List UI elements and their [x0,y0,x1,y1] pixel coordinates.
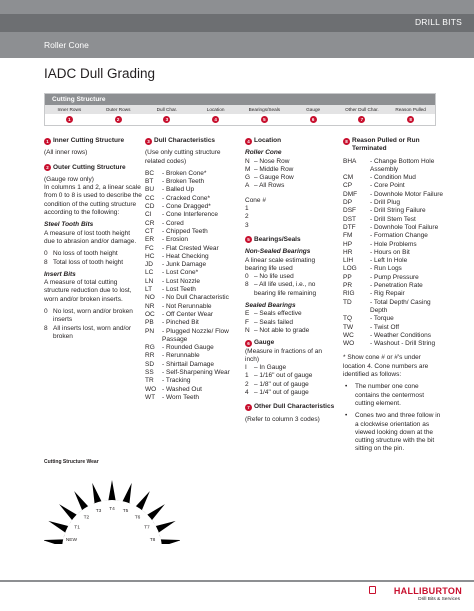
number-badge: 5 [261,116,268,123]
list-item: • Cones two and three follow in a clockwise orientation as viewed looking down at the cutting structure with the bit sitting on the pin. [345,412,441,453]
column-cutting-structure [44,137,142,341]
halliburton-logo: HALLIBURTON [393,586,462,596]
list-item: WC - Weather Conditions [343,331,431,339]
cutting-structure-heading: Cutting Structure [45,94,435,105]
column-reason-pulled [343,137,443,454]
wear-stage-label: NEW [65,538,78,544]
list-item: SD - Shirttail Damage [145,360,215,368]
column-label: Dull Char. [156,107,178,112]
list-item: CM - Condition Mud [343,174,416,182]
list-item: 1 – 1/16" out of gauge [245,372,313,380]
halliburton-logo-icon [369,586,376,594]
wear-stage-label: T5 [122,509,129,515]
list-item: WO - Washed Out [145,385,202,393]
section-heading: 5 Bearings/Seals [245,236,335,244]
wear-stage-label: T3 [95,509,102,515]
list-item: CC - Cracked Cone* [145,194,211,202]
list-item: 8 Total loss of tooth height [44,258,124,266]
wear-stage-label: T1 [74,525,80,531]
section-text: A measure of lost tooth height due to abrasion and/or damage. [44,229,137,245]
header-section: Roller Cone [44,40,89,50]
section-heading: 2 Outer Cutting Structure [44,164,142,172]
list-item: WO - Washout - Drill String [343,340,436,348]
column-label: Inner Rows [57,107,82,112]
section-text: A linear scale estimating bearing life used [245,256,316,272]
wear-stage-label: T4 [109,507,115,512]
section-heading: 6 Gauge [245,339,335,347]
wear-stage-label: T7 [144,525,150,531]
list-item: F – Seals failed [245,318,294,326]
number-badge: 8 [407,116,414,123]
column-label: Gauge [306,107,321,112]
list-item: 0 No loss of tooth height [44,250,118,258]
number-badge: 7 [245,404,252,411]
section-note: (Measure in fractions of an inch) [245,347,322,363]
list-item: WT - Worn Teeth [145,393,199,401]
reason-code-list [343,158,443,349]
number-badge: 1 [44,138,51,145]
list-item: TR - Tracking [145,377,191,385]
list-item: RG - Rounded Gauge [145,344,214,352]
list-item: PP - Pump Pressure [343,273,419,281]
section-note: (Refer to column 3 codes) [245,415,320,423]
number-badge: 2 [44,164,51,171]
list-item: CI - Cone Interference [145,211,219,219]
list-item: PB - Pinched Bit [145,319,199,327]
list-item: I – In Gauge [245,364,287,372]
list-item: HP - Hole Problems [343,240,417,248]
list-item: DMF - Downhole Motor Failure [343,190,443,198]
list-item: RR - Rerunnable [145,352,200,360]
subheading: Insert Bits [44,270,76,278]
list-item: M – Middle Row [245,165,294,173]
list-item: CP - Core Point [343,182,405,190]
list-item: BC - Broken Cone* [145,169,207,177]
list-item: JD - Junk Damage [145,261,207,269]
subheading: Sealed Bearings [245,302,296,310]
section-note: (All inner rows) [44,149,88,157]
list-item: BT - Broken Teeth [145,178,205,186]
list-item: FC - Flat Crested Wear [145,244,219,252]
list-item: 0 No lost, worn and/or broken inserts [44,308,133,324]
footer-divider [0,580,474,582]
list-item: CT - Chipped Teeth [145,227,208,235]
list-item: DST - Drill Stem Test [343,215,416,223]
footer-subtitle: Drill Bits & Services [418,597,460,602]
number-badge: 3 [163,116,170,123]
cone-number: 3 [245,221,249,229]
list-item: • The number one cone contains the centermost cutting element. [345,383,425,407]
section-heading: 7 Other Dull Characteristics [245,403,335,411]
section-note: (Use only cutting structure related codes) [145,149,221,165]
wear-stage-label: T2 [83,515,90,521]
list-item: HC - Heat Checking [145,252,209,260]
section-text: In columns 1 and 2, a linear scale from 0 to 8 is used to describe the condition of the cutting structure according to the following: [44,184,142,217]
list-item: CD - Cone Dragged* [145,203,211,211]
number-badge: 7 [358,116,365,123]
list-item: SS - Self-Sharpening Wear [145,369,230,377]
header-strip [0,14,474,32]
section-note: (Gauge row only) [44,175,94,183]
subheading: Roller Cone [245,149,282,157]
column-label: Bearings/Seals [248,107,281,112]
list-item: LN - Lost Nozzle [145,277,200,285]
cutting-structure-table [44,93,436,126]
list-item: 2 – 1/8" out of gauge [245,380,309,388]
number-badge: 3 [145,138,152,145]
list-item: NR - Not Rerunnable [145,302,212,310]
list-item: E – Seals effective [245,310,302,318]
list-item: NO - No Dull Characteristic [145,294,229,302]
number-badge: 1 [66,116,73,123]
cone-number: 1 [245,205,249,213]
list-item: ER - Erosion [145,236,189,244]
list-item: TQ - Torque [343,315,394,323]
list-item: HR - Hours on Bit [343,248,410,256]
section-heading: 8 Reason Pulled or Run Terminated [343,137,443,154]
list-item: DP - Drill Plug [343,199,400,207]
list-item: FM - Formation Change [343,232,428,240]
list-item: LIH - Left In Hole [343,257,408,265]
list-item: 4 – 1/4" out of gauge [245,389,309,397]
number-badge: 4 [245,138,252,145]
list-item: TD - Total Depth/ Casing Depth [343,298,431,314]
list-item: 8 – All life used, i.e., no bearing life remaining [245,281,317,297]
number-badge: 4 [212,116,219,123]
column-label: Reason Pulled [395,107,426,112]
wear-stage-label: T8 [149,538,156,544]
section-heading: 1 Inner Cutting Structure [44,137,142,145]
column-label: Location [206,107,225,112]
list-item: PR - Penetration Rate [343,282,423,290]
list-item: DTF - Downhole Tool Failure [343,223,439,231]
cutting-structure-columns [45,105,435,114]
list-item: LC - Lost Cone* [145,269,199,277]
column-label: Outer Rows [105,107,131,112]
list-item: A – All Rows [245,182,285,190]
list-item: LT - Lost Teeth [145,286,196,294]
list-item: TW - Twist Off [343,323,400,331]
cone-label: Cone # [245,196,266,204]
column-label: Other Dull Char. [345,107,379,112]
cutting-structure-wear-diagram [44,466,180,544]
list-item: DSF - Drill String Failure [343,207,426,215]
list-item: 8 All inserts lost, worn and/or broken [44,324,132,340]
number-badge: 5 [245,236,252,243]
list-item: OC - Off Center Wear [145,310,214,318]
number-badge: 6 [245,340,252,347]
wear-stage-label: T6 [134,515,141,521]
header-brand: DRILL BITS [414,17,462,27]
number-badge: 2 [115,116,122,123]
number-badge: 6 [310,116,317,123]
list-item: CR - Cored [145,219,184,227]
list-item: PN - Plugged Nozzle/ Flow Passage [145,327,229,343]
column-location-bearings-gauge [245,137,335,424]
subheading: Steel Tooth Bits [44,221,94,229]
column-dull-characteristics [145,137,240,402]
list-item: LOG - Run Logs [343,265,402,273]
section-heading: 3 Dull Characteristics [145,137,240,145]
list-item: N – Not able to grade [245,326,310,334]
wear-diagram-label: Cutting Structure Wear [44,459,99,465]
section-text: A measure of total cutting structure reduction due to lost, worn and/or broken inserts. [44,279,132,303]
page-title: IADC Dull Grading [44,66,156,81]
section-heading: 4 Location [245,137,335,145]
number-badge: 8 [343,138,350,145]
header-bar [0,0,474,58]
cone-number: 2 [245,213,249,221]
list-item: N – Nose Row [245,157,290,165]
list-item: BHA - Change Bottom Hole Assembly [343,157,435,173]
footer [0,573,474,611]
subheading: Non-Sealed Bearings [245,248,311,256]
dull-code-list [145,170,240,402]
list-item: 0 – No life used [245,273,294,281]
list-item: BU - Balled Up [145,186,195,194]
list-item: RIG - Rig Repair [343,290,405,298]
list-item: G – Gauge Row [245,174,294,182]
cutting-structure-numbers [45,114,435,125]
footnote: * Show cone # or #'s under location 4. Cone numbers are identified as follows: [343,354,429,379]
